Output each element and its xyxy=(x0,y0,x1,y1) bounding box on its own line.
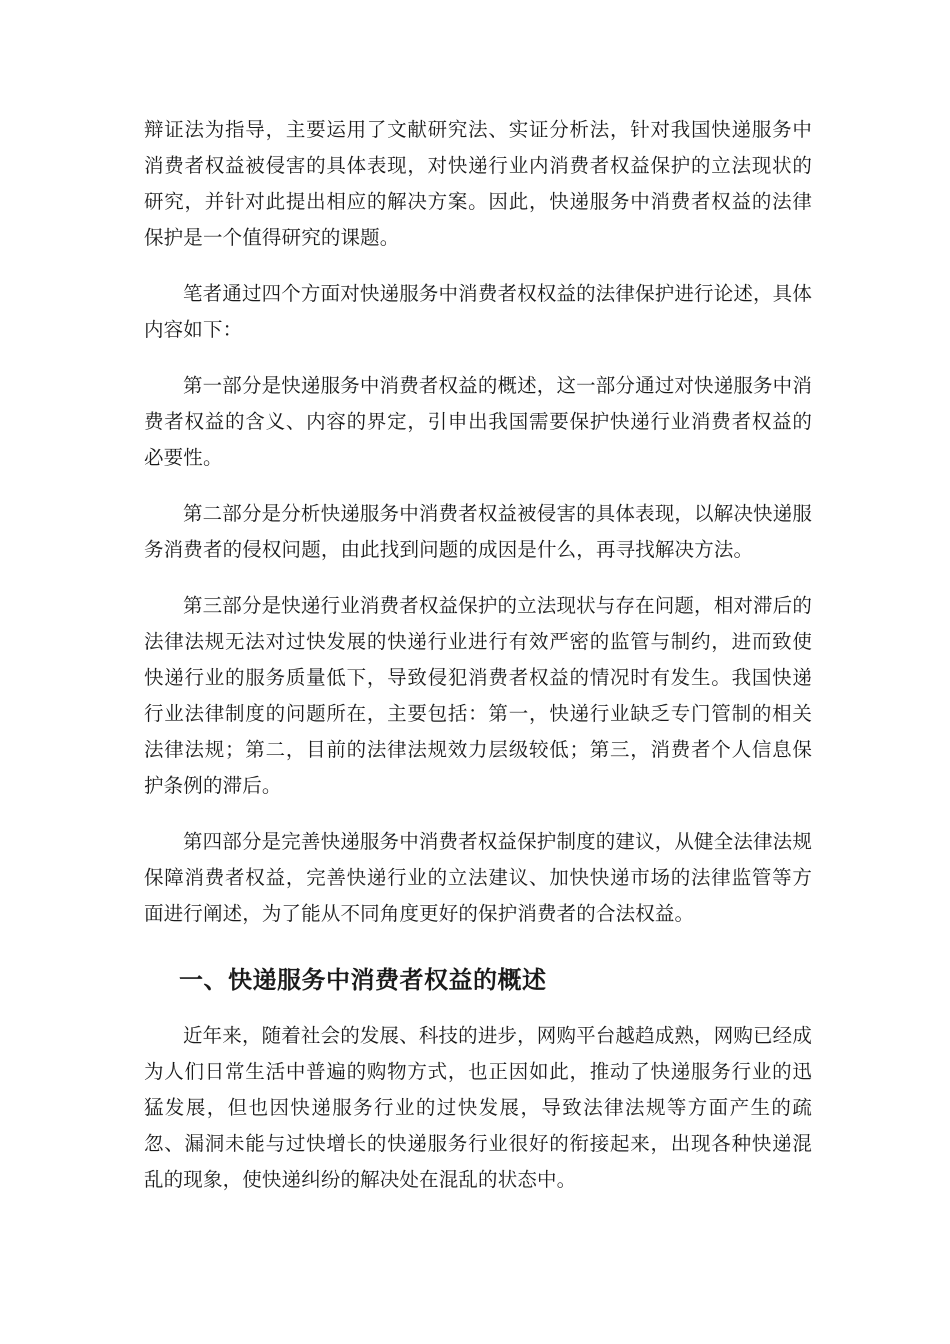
paragraph-part-three: 第三部分是快递行业消费者权益保护的立法现状与存在问题，相对滞后的法律法规无法对过快发展的快递行业进行有效严密的监管与制约，进而致使快递行业的服务质量低下，导致侵犯消费者权益的情况时有发生。我国快递行业法律制度的问题所在，主要包括：第一，快递行业缺乏专门管制的相关法律法规；第二，目前的法律法规效力层级较低；第三，消费者个人信息保护条例的滞后。 xyxy=(144,594,812,797)
paragraph-part-two: 第二部分是分析快递服务中消费者权益被侵害的具体表现，以解决快递服务消费者的侵权问题，由此找到问题的成因是什么，再寻找解决方法。 xyxy=(144,502,812,561)
paragraph-section-one-body: 近年来，随着社会的发展、科技的进步，网购平台越趋成熟，网购已经成为人们日常生活中普遍的购物方式，也正因如此，推动了快递服务行业的迅猛发展，但也因快递服务行业的过快发展，导致法律法规等方面产生的疏忽、漏洞未能与过快增长的快递服务行业很好的衔接起来，出现各种快递混乱的现象，使快递纠纷的解决处在混乱的状态中。 xyxy=(144,1024,812,1191)
section-heading: 一、快递服务中消费者权益的概述 xyxy=(179,966,547,994)
document-body xyxy=(144,112,812,1198)
paragraph-continuation: 辩证法为指导，主要运用了文献研究法、实证分析法，针对我国快递服务中消费者权益被侵害的具体表现，对快递行业内消费者权益保护的立法现状的研究，并针对此提出相应的解决方案。因此，快递服务中消费者权益的法律保护是一个值得研究的课题。 xyxy=(144,118,812,249)
paragraph-part-four: 第四部分是完善快递服务中消费者权益保护制度的建议，从健全法律法规保障消费者权益，完善快递行业的立法建议、加快快递市场的法律监管等方面进行阐述，为了能从不同角度更好的保护消费者的合法权益。 xyxy=(144,830,812,925)
paragraph-part-one: 第一部分是快递服务中消费者权益的概述，这一部分通过对快递服务中消费者权益的含义、内容的界定，引申出我国需要保护快递行业消费者权益的必要性。 xyxy=(144,374,812,469)
paragraph-overview-intro: 笔者通过四个方面对快递服务中消费者权权益的法律保护进行论述，具体内容如下： xyxy=(144,282,812,341)
